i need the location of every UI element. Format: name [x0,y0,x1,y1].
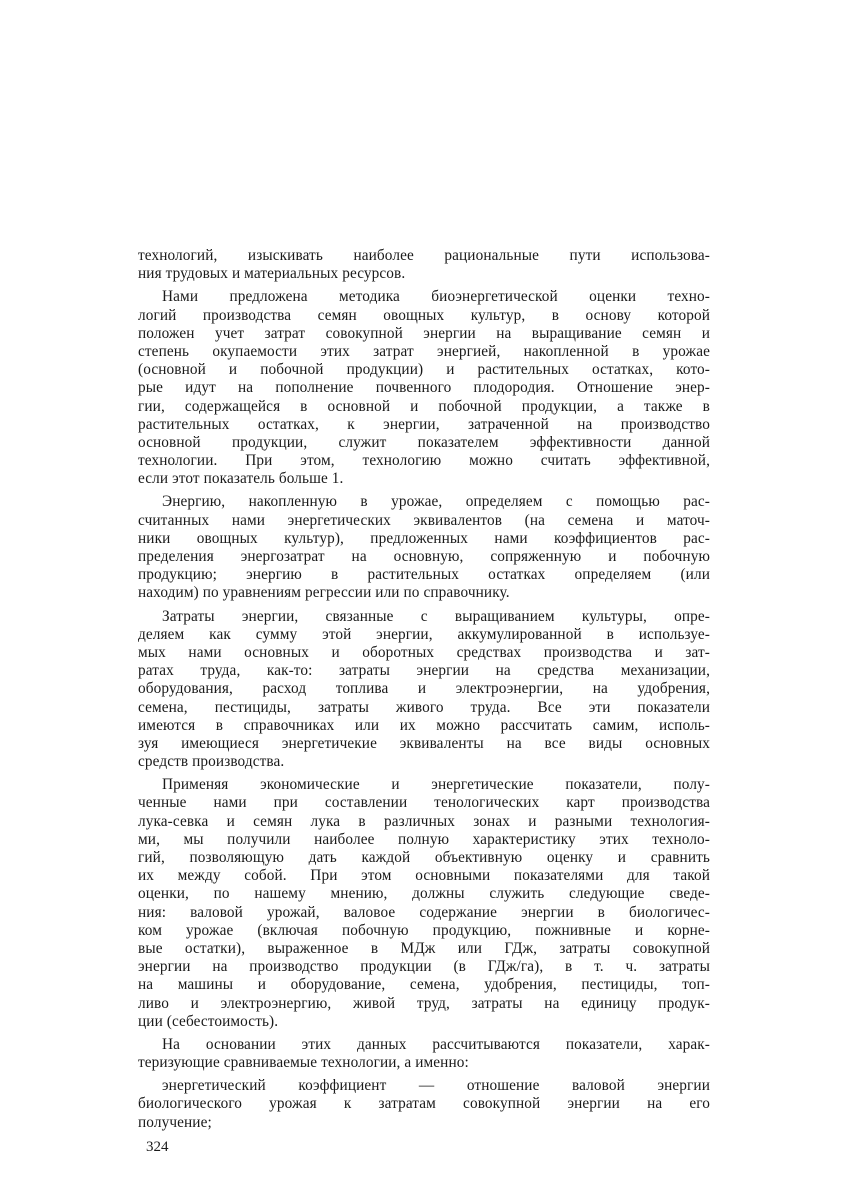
text-line: на машины и оборудование, семена, удобрения, пестициды, топ- [138,976,710,994]
text-line: вые остатки), выраженное в МДж или ГДж, затраты совокупной [138,939,710,957]
text-line: теризующие сравниваемые технологии, а именно: [138,1054,469,1072]
text-line: ми, мы получили наиболее полную характеристику этих техноло- [138,830,710,848]
text-line: средств производства. [138,753,285,771]
text-line: Энергию, накопленную в урожае, определяем с помощью рас- [162,493,710,511]
text-line: получение; [138,1113,212,1131]
text-line: ливо и электроэнергию, живой труд, затраты на единицу продук- [138,994,710,1012]
paragraph [138,776,710,1031]
paragraph [138,1077,710,1132]
text-line: гий, позволяющую дать каждой объективную оценку и сравнить [138,849,710,866]
text-line: положен учет затрат совокупной энергии на выращивание семян и [138,324,710,342]
text-line: имеются в справочниках или их можно рассчитать самим, исполь- [138,716,710,734]
text-line: технологий, изыскивать наиболее рациональные пути использова- [138,247,710,264]
text-line: основной продукции, служит показателем эффективности данной [138,433,710,451]
text-line: Затраты энергии, связанные с выращиванием культуры, опре- [162,607,710,625]
text-line: находим) по уравнениям регрессии или по справочнику. [138,584,510,602]
paragraph [138,608,710,772]
text-line: технологии. При этом, технологию можно считать эффективной, [138,452,710,470]
text-line: ния трудовых и материальных ресурсов. [138,265,406,283]
text-line: семена, пестициды, затраты живого труда. Все эти показатели [138,698,710,716]
text-line: зуя имеющиеся энергетичекие эквиваленты на все виды основных [138,734,710,752]
text-line: ции (себестоимость). [138,1012,279,1030]
text-line: их между собой. При этом основными показателями для такой [138,867,710,885]
text-line: гии, содержащейся в основной и побочной продукции, а также в [138,397,710,415]
text-line: деляем как сумму этой энергии, аккумулированной в используе- [138,625,710,643]
page-number: 324 [146,1139,169,1155]
text-line: ком урожае (включая побочную продукцию, пожнивные и корне- [138,921,710,939]
text-line: оборудования, расход топлива и электроэнергии, на удобрения, [138,680,710,698]
text-line: ния: валовой урожай, валовое содержание энергии в биологичес- [138,903,710,921]
text-line: если этот показатель больше 1. [138,470,344,488]
text-line: биологического урожая к затратам совокупной энергии на его [138,1095,710,1113]
text-line: лука-севка и семян лука в различных зонах и разными технология- [138,812,710,830]
text-line: степень окупаемости этих затрат энергией, накопленной в урожае [138,342,710,360]
text-line: ники овощных культур), предложенных нами коэффициентов рас- [138,529,710,547]
text-line: пределения энергозатрат на основную, сопряженную и побочную [138,548,710,565]
text-line: считанных нами энергетических эквивалентов (на семена и маточ- [138,511,710,529]
text-line: энергетический коэффициент — отношение валовой энергии [162,1077,710,1095]
paragraph [138,288,710,488]
text-line: энергии на производство продукции (в ГДж/га), в т. ч. затраты [138,958,710,976]
paragraph [138,1036,710,1072]
text-line: (основной и побочной продукции) и растительных остатках, кото- [138,361,710,379]
text-line: растительных остатках, к энергии, затраченной на производство [138,415,710,433]
text-line: логий производства семян овощных культур, в основу которой [138,306,710,324]
text-line: мых нами основных и оборотных средствах производства и зат- [138,643,710,661]
page-text [138,247,710,1137]
text-line: продукцию; энергию в растительных остатках определяем (или [138,566,710,584]
text-line: Применяя экономические и энергетические показатели, полу- [162,776,710,794]
text-line: рые идут на пополнение почвенного плодородия. Отношение энер- [138,379,710,397]
paragraph [138,247,710,283]
text-line: оценки, по нашему мнению, должны служить следующие сведе- [138,885,710,903]
paragraph [138,493,710,602]
text-line: ратах труда, как-то: затраты энергии на средства механизации, [138,662,710,680]
text-line: На основании этих данных рассчитываются показатели, харак- [162,1035,710,1053]
text-line: ченные нами при составлении тенологических карт производства [138,794,710,812]
text-line: Нами предложена методика биоэнергетической оценки техно- [162,288,710,306]
